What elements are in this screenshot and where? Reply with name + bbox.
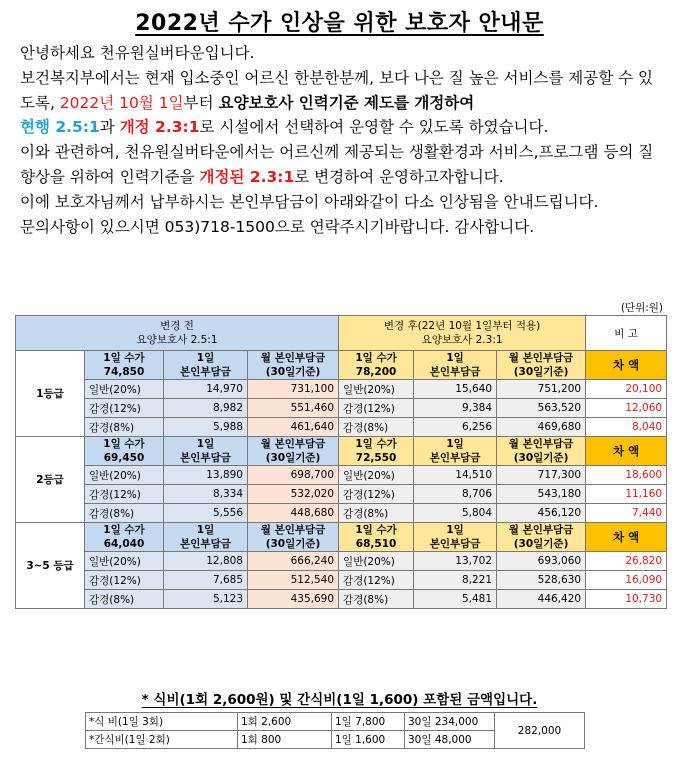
diff-header: 차 액	[586, 523, 667, 552]
grade-header-row	[16, 437, 667, 466]
unit-label: (단위:원)	[620, 302, 663, 314]
before-daily-copay: 14,970	[164, 380, 248, 399]
meal-row-food: *식 비(1일 3회) 1회 2,600 1일 7,800 30일 234,000 282,000	[86, 713, 585, 731]
after-rate-label: 감경(8%)	[339, 418, 414, 437]
before-daily-copay: 5,556	[164, 504, 248, 523]
before-monthly-copay: 666,240	[248, 552, 339, 571]
after-daily-copay: 13,702	[414, 552, 497, 571]
page-title: 2022년 수가 인상을 위한 보호자 안내문	[135, 11, 544, 36]
intro-text	[20, 41, 665, 239]
before-monthly-header: 월 본인부담금 (30일기준)	[248, 523, 339, 552]
diff-header: 차 액	[586, 437, 667, 466]
before-monthly-copay: 551,460	[248, 399, 339, 418]
difference-amount: 16,090	[586, 571, 667, 590]
fee-table	[15, 315, 667, 609]
meal-row-snack: *간식비(1일 2회) 1회 800 1일 1,600 30일 48,000	[86, 731, 585, 749]
after-monthly-copay: 446,420	[497, 590, 586, 609]
difference-amount: 10,730	[586, 590, 667, 609]
grade-header-row	[16, 523, 667, 552]
before-fee: 1일 수가 69,450	[85, 437, 164, 466]
after-rate-label: 감경(12%)	[339, 399, 414, 418]
before-daily-copay: 8,982	[164, 399, 248, 418]
before-rate-label: 일반(20%)	[85, 380, 164, 399]
before-daily-copay-header: 1일 본인부담금	[164, 523, 248, 552]
before-rate-label: 감경(8%)	[85, 590, 164, 609]
table-row	[16, 380, 667, 399]
before-daily-copay: 5,123	[164, 590, 248, 609]
after-monthly-copay: 563,520	[497, 399, 586, 418]
table-row	[16, 418, 667, 437]
after-daily-copay: 9,384	[414, 399, 497, 418]
greeting: 안녕하세요 천유원실버타운입니다.	[20, 44, 255, 62]
before-monthly-copay: 532,020	[248, 485, 339, 504]
after-daily-copay-header: 1일 본인부담금	[414, 351, 497, 380]
before-monthly-copay: 698,700	[248, 466, 339, 485]
after-daily-copay: 14,510	[414, 466, 497, 485]
table-row	[16, 590, 667, 609]
before-rate-label: 일반(20%)	[85, 466, 164, 485]
diff-header: 차 액	[586, 351, 667, 380]
after-rate-label: 감경(8%)	[339, 590, 414, 609]
after-daily-copay: 6,256	[414, 418, 497, 437]
difference-amount: 7,440	[586, 504, 667, 523]
grade-header-row	[16, 351, 667, 380]
after-monthly-header: 월 본인부담금 (30일기준)	[497, 351, 586, 380]
table-row	[16, 552, 667, 571]
after-rate-label: 일반(20%)	[339, 466, 414, 485]
before-rate-label: 감경(12%)	[85, 485, 164, 504]
after-monthly-copay: 751,200	[497, 380, 586, 399]
before-header: 변경 전 요양보호사 2.5:1	[16, 316, 339, 351]
before-daily-copay-header: 1일 본인부담금	[164, 437, 248, 466]
before-fee: 1일 수가 64,040	[85, 523, 164, 552]
before-daily-copay: 13,890	[164, 466, 248, 485]
after-rate-label: 감경(8%)	[339, 504, 414, 523]
after-fee: 1일 수가 68,510	[339, 523, 414, 552]
after-daily-copay-header: 1일 본인부담금	[414, 523, 497, 552]
difference-amount: 8,040	[586, 418, 667, 437]
before-fee: 1일 수가 74,850	[85, 351, 164, 380]
after-daily-copay: 15,640	[414, 380, 497, 399]
after-daily-copay: 5,481	[414, 590, 497, 609]
table-row	[16, 571, 667, 590]
before-rate-label: 일반(20%)	[85, 552, 164, 571]
difference-amount: 20,100	[586, 380, 667, 399]
after-fee: 1일 수가 72,550	[339, 437, 414, 466]
before-monthly-copay: 512,540	[248, 571, 339, 590]
before-rate-label: 감경(12%)	[85, 399, 164, 418]
table-row	[16, 485, 667, 504]
intro-paragraph-3: 이와 관련하여, 천유원실버타운에서는 어르신께 제공되는 생활환경과 서비스,프로그램 등의 질 향상을 위하여 인력기준을 개정된 2.3:1로 변경하여 운영하고자합니다.	[20, 143, 654, 186]
grade-label: 3~5 등급	[16, 523, 85, 609]
intro-paragraph-5: 문의사항이 있으시면 053)718-1500으로 연락주시기바랍니다. 감사합니다.	[20, 217, 535, 236]
before-rate-label: 감경(8%)	[85, 504, 164, 523]
after-rate-label: 감경(12%)	[339, 485, 414, 504]
table-row	[16, 399, 667, 418]
before-rate-label: 감경(12%)	[85, 571, 164, 590]
after-monthly-copay: 528,630	[497, 571, 586, 590]
after-monthly-header: 월 본인부담금 (30일기준)	[497, 437, 586, 466]
intro-paragraph-4: 이에 보호자님께서 납부하시는 본인부담금이 아래와같이 다소 인상됨을 안내드립니다.	[20, 192, 599, 211]
before-daily-copay: 12,808	[164, 552, 248, 571]
after-monthly-header: 월 본인부담금 (30일기준)	[497, 523, 586, 552]
before-monthly-copay: 435,690	[248, 590, 339, 609]
before-daily-copay: 7,685	[164, 571, 248, 590]
grade-label: 2등급	[16, 437, 85, 523]
meal-note: * 식비(1회 2,600원) 및 간식비(1일 1,600) 포함된 금액입니다.	[141, 692, 538, 708]
after-rate-label: 감경(12%)	[339, 571, 414, 590]
after-daily-copay: 5,804	[414, 504, 497, 523]
after-monthly-copay: 456,120	[497, 504, 586, 523]
before-daily-copay: 5,988	[164, 418, 248, 437]
difference-amount: 18,600	[586, 466, 667, 485]
grade-label: 1등급	[16, 351, 85, 437]
after-fee: 1일 수가 78,200	[339, 351, 414, 380]
before-monthly-copay: 448,680	[248, 504, 339, 523]
before-monthly-header: 월 본인부담금 (30일기준)	[248, 437, 339, 466]
after-monthly-copay: 717,300	[497, 466, 586, 485]
after-rate-label: 일반(20%)	[339, 380, 414, 399]
table-row	[16, 504, 667, 523]
after-header: 변경 후(22년 10월 1일부터 적용) 요양보호사 2.3:1	[339, 316, 586, 351]
difference-amount: 26,820	[586, 552, 667, 571]
after-monthly-copay: 693,060	[497, 552, 586, 571]
before-monthly-copay: 461,640	[248, 418, 339, 437]
before-monthly-copay: 731,100	[248, 380, 339, 399]
before-rate-label: 감경(8%)	[85, 418, 164, 437]
after-rate-label: 일반(20%)	[339, 552, 414, 571]
remark-header: 비 고	[586, 316, 667, 351]
before-monthly-header: 월 본인부담금 (30일기준)	[248, 351, 339, 380]
intro-paragraph-2: 보건복지부에서는 현재 입소중인 어르신 한분한분께, 보다 나은 질 높은 서비스를 제공할 수 있도록, 2022년 10월 1일부터 요양보호사 인력기준 제도를 개정하여 현행 2.5:1과 개정 2.3:1로 시설에서 선택하여 운영할 수 있도록 하였습니다.	[20, 68, 654, 137]
after-daily-copay: 8,221	[414, 571, 497, 590]
table-row	[16, 466, 667, 485]
before-daily-copay: 8,334	[164, 485, 248, 504]
before-daily-copay-header: 1일 본인부담금	[164, 351, 248, 380]
after-monthly-copay: 469,680	[497, 418, 586, 437]
after-monthly-copay: 543,180	[497, 485, 586, 504]
after-daily-copay: 8,706	[414, 485, 497, 504]
difference-amount: 12,060	[586, 399, 667, 418]
after-daily-copay-header: 1일 본인부담금	[414, 437, 497, 466]
difference-amount: 11,160	[586, 485, 667, 504]
meal-table	[85, 712, 585, 749]
meal-total: 282,000	[495, 713, 585, 749]
